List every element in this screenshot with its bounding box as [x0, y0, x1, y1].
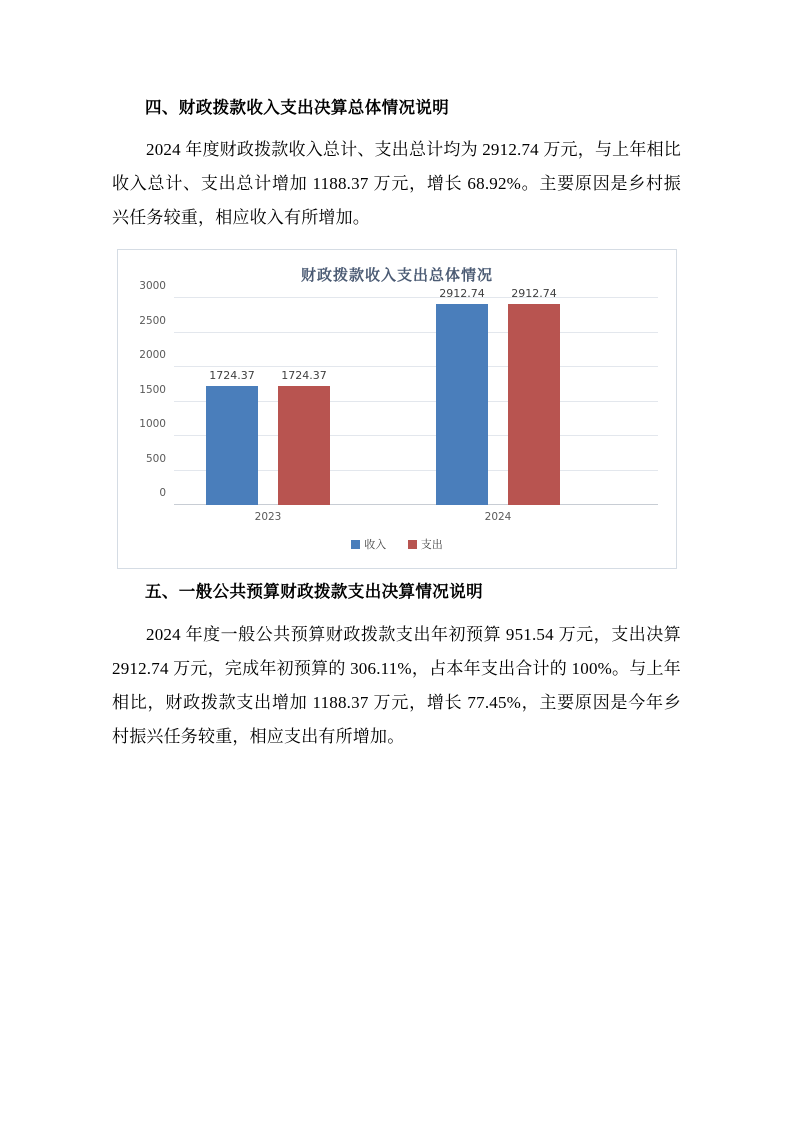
- gridline-2500: [174, 332, 658, 333]
- xtick-2024: 2024: [484, 511, 512, 524]
- legend-swatch-income: [351, 540, 360, 549]
- section-paragraph-4: 2024 年度财政拨款收入总计、支出总计均为 2912.74 万元，与上年相比收入总计、支出总计增加 1188.37 万元，增长 68.92%。主要原因是乡村振兴任务较重，相应收入有所增加。: [112, 140, 681, 228]
- section-paragraph-5: 2024 年度一般公共预算财政拨款支出年初预算 951.54 万元，支出决算 2912.74 万元，完成年初预算的 306.11%，占本年支出合计的 100%。与上年相比，财政拨款支出增加 1188.37 万元，增长 77.45%，主要原因是今年乡村振兴任务较重，相应支出有所增加。: [112, 624, 681, 746]
- ytick-3000: 3000: [139, 280, 166, 293]
- section-heading-4: 四、财政拨款收入支出决算总体情况说明: [145, 98, 450, 117]
- chart-financial-allocation: [117, 249, 677, 569]
- legend-swatch-expenditure: [408, 540, 417, 549]
- bar-label-2024-income: 2912.74: [439, 287, 485, 301]
- bar-label-2024-expenditure: 2912.74: [511, 287, 557, 301]
- chart-title: 财政拨款收入支出总体情况: [300, 266, 493, 285]
- gridline-2000: [174, 366, 658, 367]
- section-heading-5: 五、一般公共预算财政拨款支出决算情况说明: [145, 582, 483, 602]
- ytick-2000: 2000: [139, 349, 166, 362]
- ytick-0: 0: [159, 487, 166, 500]
- ytick-500: 500: [145, 452, 166, 465]
- bar-2023-income: [206, 386, 258, 505]
- chart-legend: [118, 536, 676, 552]
- legend-item-income: [351, 536, 386, 552]
- ytick-1000: 1000: [139, 418, 166, 431]
- bar-2024-income: [436, 304, 488, 505]
- bar-label-2023-expenditure: 1724.37: [281, 369, 327, 383]
- bar-label-2023-income: 1724.37: [209, 369, 255, 383]
- chart-plot-area: [139, 280, 658, 524]
- ytick-2500: 2500: [139, 314, 166, 327]
- legend-item-expenditure: [408, 536, 443, 552]
- bar-2024-expenditure: [508, 304, 560, 505]
- gridline-3000: [174, 297, 658, 298]
- bar-2023-expenditure: [278, 386, 330, 505]
- ytick-1500: 1500: [139, 383, 166, 396]
- xtick-2023: 2023: [254, 511, 282, 524]
- legend-label-income: 收入: [364, 538, 387, 552]
- legend-label-expenditure: 支出: [420, 538, 443, 552]
